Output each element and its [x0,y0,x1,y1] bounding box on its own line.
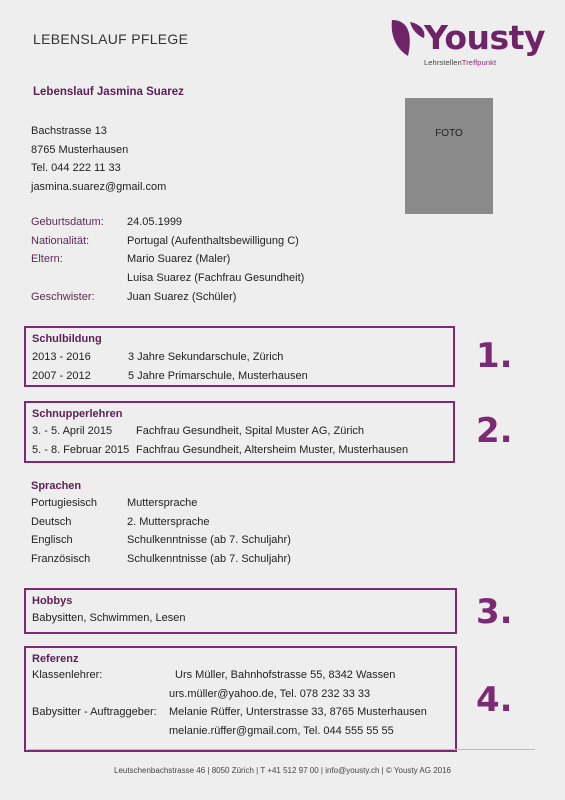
logo-wordmark: Yousty [424,18,545,57]
hobbys-title: Hobbys [32,595,73,607]
photo-label: FOTO [435,128,463,139]
sprachen-row: Französisch Schulkenntnisse (ab 7. Schuljahr) [31,553,291,566]
schnupper-box [24,401,455,463]
schulbildung-box [24,326,455,387]
sprachen-row: Portugiesisch Muttersprache [31,497,198,509]
schulbildung-row: 2007 - 2012 5 Jahre Primarschule, Musterhausen [32,369,308,382]
address-street: Bachstrasse 13 [31,125,107,137]
photo-placeholder [405,98,493,214]
page-title: LEBENSLAUF PFLEGE [33,31,189,47]
schulbildung-title: Schulbildung [32,333,102,345]
section-number: 2. [476,411,513,451]
hobbys-box [24,588,457,634]
schnupper-title: Schnupperlehren [32,408,123,420]
cv-heading: Lebenslauf Jasmina Suarez [33,86,184,98]
hobbys-text: Babysitten, Schwimmen, Lesen [32,612,186,624]
schnupper-row: 5. - 8. Februar 2015 Fachfrau Gesundheit, Altersheim Muster, Musterhausen [32,443,409,456]
sprachen-title: Sprachen [31,480,82,492]
referenz-box [24,646,457,752]
address-phone: Tel. 044 222 11 33 [31,162,121,175]
schnupper-row: 3. - 5. April 2015 Fachfrau Gesundheit, Spital Muster AG, Zürich [32,425,365,437]
address-city: 8765 Musterhausen [31,143,129,156]
sprachen-row: Englisch Schulkenntnisse (ab 7. Schuljahr) [31,534,291,547]
footer-divider [28,749,535,750]
address-block [31,122,166,197]
yousty-logo [386,16,545,68]
logo-tagline: LehrstellenTreffpunkt [424,58,497,67]
footer: Leutschenbachstrasse 46 | 8050 Zürich | T +41 512 97 00 | info@yousty.ch | © Yousty AG 2016 [114,766,451,775]
referenz-row: melanie.rüffer@gmail.com, Tel. 044 555 55 55 [169,725,394,738]
section-number: 1. [476,336,513,376]
address-email: jasmina.suarez@gmail.com [31,181,167,194]
schulbildung-row: 2013 - 2016 3 Jahre Sekundarschule, Zürich [32,351,284,363]
referenz-row: urs.müller@yahoo.de, Tel. 078 232 33 33 [169,687,371,700]
referenz-row: Klassenlehrer: Urs Müller, Bahnhofstrasse 55, 8342 Wassen [32,669,396,681]
referenz-title: Referenz [32,653,79,665]
sprachen-section [31,480,291,572]
section-number: 4. [476,680,513,720]
section-number: 3. [476,592,513,632]
sprachen-row: Deutsch 2. Muttersprache [31,515,210,528]
referenz-row: Babysitter - Auftraggeber: Melanie Rüffer, Unterstrasse 33, 8765 Musterhausen [32,706,427,719]
